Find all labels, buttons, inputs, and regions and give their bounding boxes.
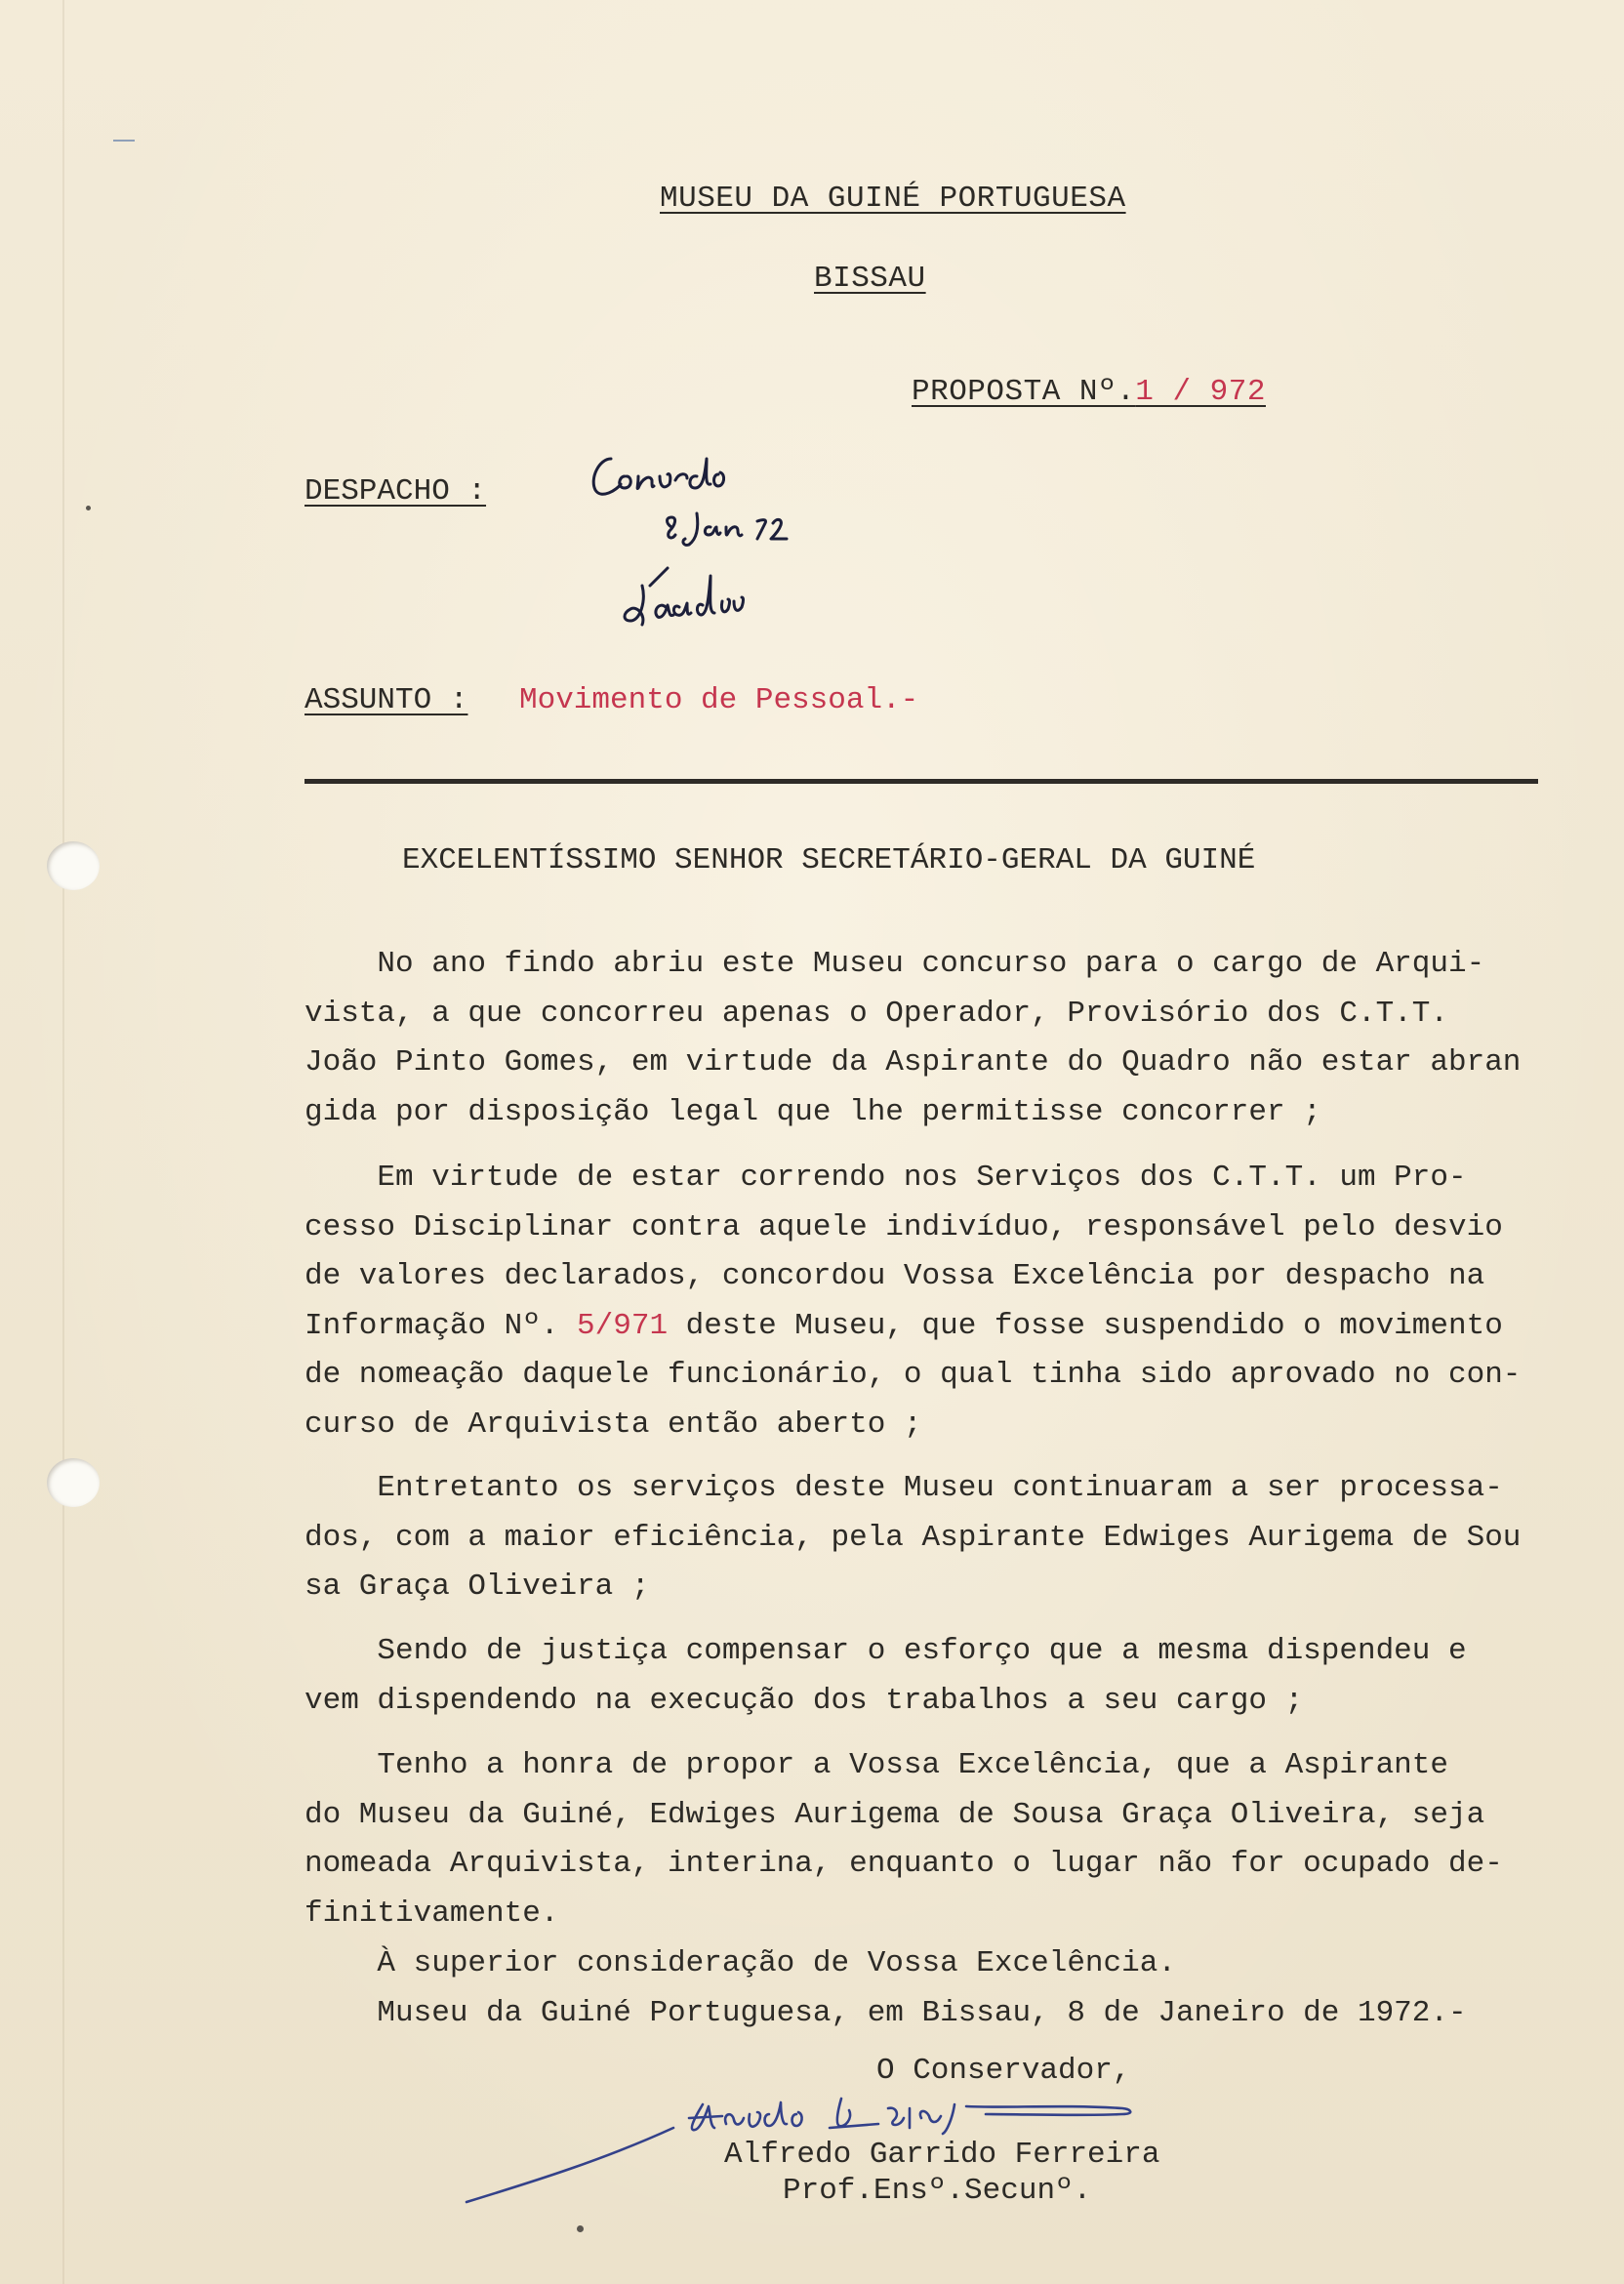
info-reference: 5/971 xyxy=(577,1308,669,1343)
assunto-value: Movimento de Pessoal.- xyxy=(519,683,919,717)
paragraph-line: de valores declarados, concordou Vossa Excelência por despacho na xyxy=(304,1259,1485,1293)
signatory-name: Alfredo Garrido Ferreira xyxy=(724,2138,1160,2172)
paragraph-3 xyxy=(304,1464,1618,1612)
signatory-title: Prof.Ensº.Secunº. xyxy=(783,2174,1092,2208)
paragraph-line: sa Graça Oliveira ; xyxy=(304,1570,650,1604)
proposal-number-value: 1 / 972 xyxy=(1135,375,1266,409)
place-date-line: Museu da Guiné Portuguesa, em Bissau, 8 de Janeiro de 1972.- xyxy=(304,1995,1467,2030)
paragraph-line: Em virtude de estar correndo nos Serviços dos C.T.T. um Pro- xyxy=(304,1161,1467,1195)
closing-line: À superior consideração de Vossa Excelência. xyxy=(304,1946,1176,1980)
paragraph-1 xyxy=(304,940,1618,1137)
info-suffix: deste Museu, que fosse suspendido o movimento xyxy=(668,1308,1503,1343)
paragraph-line: curso de Arquivista então aberto ; xyxy=(304,1407,922,1442)
proposal-label: PROPOSTA Nº. xyxy=(912,375,1136,409)
paper-speck xyxy=(577,2225,584,2232)
paragraph-line: de nomeação daquele funcionário, o qual tinha sido aprovado no con- xyxy=(304,1358,1522,1392)
paragraph-5 xyxy=(304,1741,1618,1938)
institution-heading: MUSEU DA GUINÉ PORTUGUESA xyxy=(660,182,1126,216)
info-prefix: Informação Nº. xyxy=(304,1308,578,1343)
paragraph-line: finitivamente. xyxy=(304,1896,559,1931)
paragraph-2 xyxy=(304,1154,1618,1449)
paragraph-line: nomeada Arquivista, interina, enquanto o lugar não for ocupado de- xyxy=(304,1847,1503,1881)
assunto-label: ASSUNTO : xyxy=(304,683,468,717)
paragraph-line: Tenho a honra de propor a Vossa Excelência, que a Aspirante xyxy=(304,1748,1448,1782)
paragraph-line: Entretanto os serviços deste Museu continuaram a ser processa- xyxy=(304,1471,1503,1505)
punch-hole-bottom xyxy=(47,1458,100,1507)
proposal-number xyxy=(912,375,1266,409)
margin-pencil-mark xyxy=(113,140,135,142)
paragraph-line: dos, com a maior eficiência, pela Aspirante Edwiges Aurigema de Sou xyxy=(304,1520,1522,1555)
salutation: EXCELENTÍSSIMO SENHOR SECRETÁRIO-GERAL DA GUINÉ xyxy=(402,843,1256,877)
paragraph-line: vista, a que concorreu apenas o Operador, Provisório dos C.T.T. xyxy=(304,996,1448,1031)
paragraph-line: Sendo de justiça compensar o esforço que a mesma dispendeu e xyxy=(304,1634,1467,1668)
despacho-label-text: DESPACHO : xyxy=(304,474,487,509)
signatory-role: O Conservador, xyxy=(876,2054,1131,2088)
paragraph-line: cesso Disciplinar contra aquele indivíduo, responsável pelo desvio xyxy=(304,1209,1503,1244)
paragraph-line xyxy=(304,1302,1618,1352)
paragraph-line: gida por disposição legal que lhe permitisse concorrer ; xyxy=(304,1094,1321,1129)
paragraph-line: João Pinto Gomes, em virtude da Aspirante do Quadro não estar abran xyxy=(304,1045,1522,1080)
paragraph-4 xyxy=(304,1627,1618,1726)
paper-fold-line xyxy=(62,0,64,2284)
paper-speck xyxy=(86,506,91,510)
despacho-label xyxy=(304,474,486,509)
paragraph-line: No ano findo abriu este Museu concurso para o cargo de Arqui- xyxy=(304,947,1485,981)
separator-rule xyxy=(304,779,1538,784)
assunto-row xyxy=(304,683,467,717)
handwritten-despacho xyxy=(582,429,874,644)
punch-hole-top xyxy=(47,841,100,890)
closing-block xyxy=(304,1939,1618,2038)
city-heading: BISSAU xyxy=(814,262,926,296)
paragraph-line: vem dispendendo na execução dos trabalhos a seu cargo ; xyxy=(304,1683,1304,1718)
paragraph-line: do Museu da Guiné, Edwiges Aurigema de Sousa Graça Oliveira, seja xyxy=(304,1797,1485,1832)
